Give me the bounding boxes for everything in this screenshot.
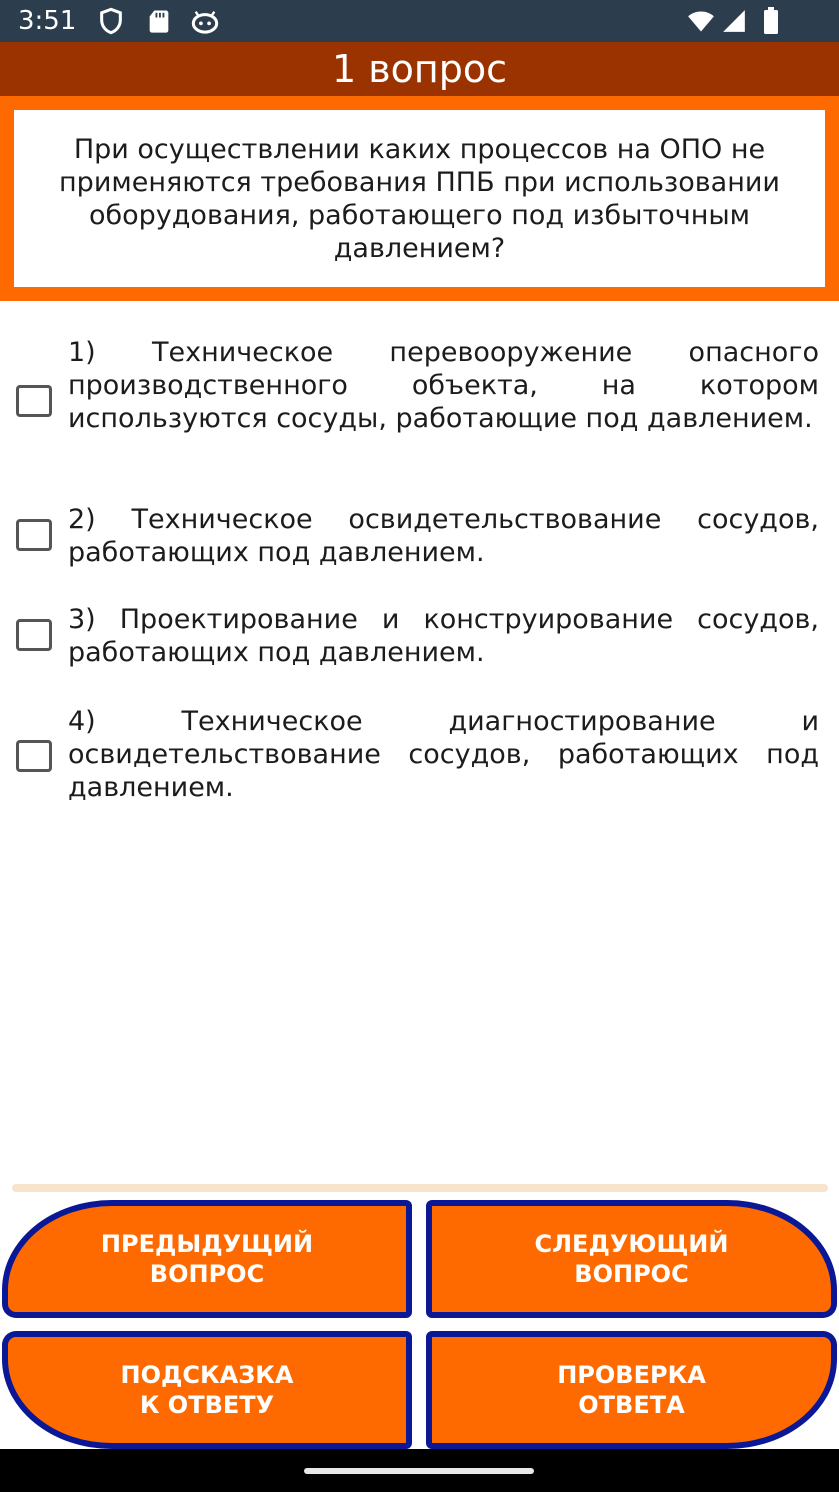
- option-2-label[interactable]: 2) Техническое освидетельствование сосудов, работающих под давлением.: [68, 504, 819, 568]
- status-bar: [0, 0, 839, 42]
- next-question-label: СЛЕДУЮЩИЙ ВОПРОС: [534, 1230, 729, 1288]
- option-1-label[interactable]: 1) Техническое перевооружение опасного производственного объекта, на котором используются сосуды, работающие под давлением.: [68, 337, 819, 434]
- hint-label: ПОДСКАЗКА К ОТВЕТУ: [120, 1361, 294, 1419]
- navigation-bar: [0, 1449, 839, 1492]
- option-4-checkbox[interactable]: [16, 740, 52, 772]
- check-answer-button[interactable]: [426, 1331, 837, 1449]
- question-header: [0, 42, 839, 96]
- page-title: 1 вопрос: [331, 47, 507, 91]
- next-question-button[interactable]: [426, 1200, 837, 1318]
- hint-button[interactable]: [2, 1331, 412, 1449]
- option-2-checkbox[interactable]: [16, 519, 52, 551]
- shield-icon: [97, 7, 125, 35]
- previous-question-button[interactable]: [2, 1200, 412, 1318]
- divider: [12, 1184, 828, 1192]
- option-1-checkbox[interactable]: [16, 385, 52, 417]
- sd-card-icon: [145, 7, 173, 35]
- option-3-checkbox[interactable]: [16, 619, 52, 651]
- wifi-icon: [684, 7, 718, 35]
- signal-icon: [721, 7, 747, 35]
- status-time: 3:51: [18, 6, 77, 36]
- android-robot-icon: [191, 7, 219, 35]
- question-text: При осуществлении каких процессов на ОПО не применяются требования ППБ при использовании оборудования, работающего под избыточным давлением?: [59, 133, 780, 264]
- question-box: [14, 110, 825, 287]
- home-gesture-handle[interactable]: [304, 1468, 534, 1474]
- check-answer-label: ПРОВЕРКА ОТВЕТА: [557, 1361, 706, 1419]
- previous-question-label: ПРЕДЫДУЩИЙ ВОПРОС: [100, 1230, 314, 1288]
- option-3-label[interactable]: 3) Проектирование и конструирование сосудов, работающих под давлением.: [68, 604, 819, 668]
- battery-icon: [760, 7, 782, 35]
- option-4-label[interactable]: 4) Техническое диагностирование и освидетельствование сосудов, работающих под давлением.: [68, 706, 819, 803]
- question-frame: [0, 96, 839, 301]
